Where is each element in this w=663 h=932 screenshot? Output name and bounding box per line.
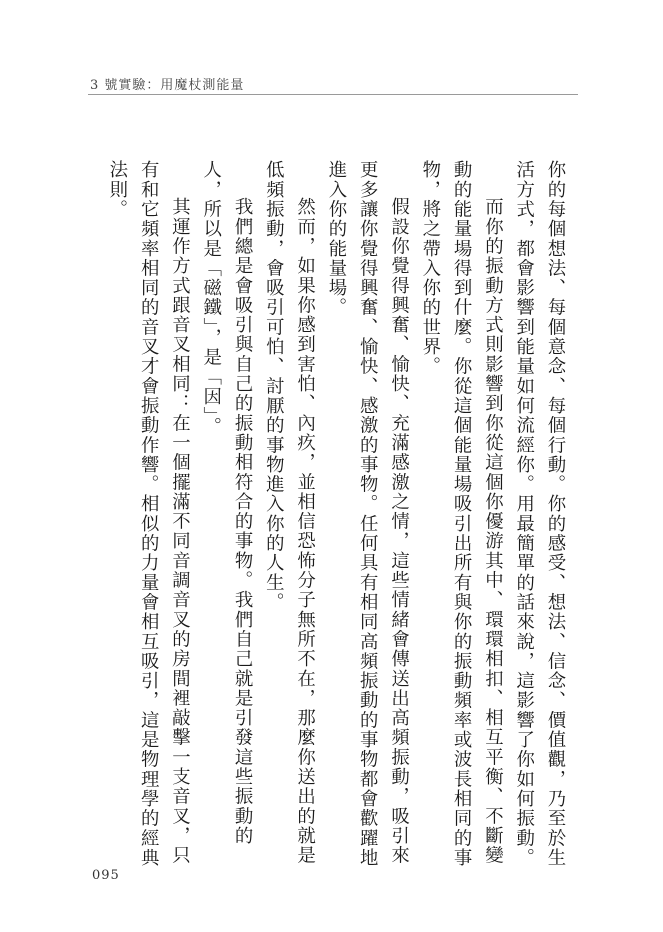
paragraph-4: 然而，如果你感到害怕、內疚，並相信恐怖分子無所不在，那麼你送出的就是低頻振動，會吸引可怕、討厭的事物進入你的人生。 [263,160,316,865]
header-rule [88,94,578,95]
running-head: 3 號實驗：用魔杖測能量 [90,78,245,93]
page-number: 095 [92,868,120,883]
paragraph-3: 假設你覺得興奮、愉快、充滿感激之情，這些情緒會傳送出高頻振動，吸引來更多讓你覺得興奮、愉快、感激的事物。任何具有相同高頻振動的事物都會歡躍地進入你的能量場。 [325,160,410,868]
paragraph-5: 我們總是會吸引與自己的振動相符合的事物。我們自己就是引發這些振動的人，所以是「磁鐵」，是「因」。 [200,160,254,846]
paragraph-2: 而你的振動方式則影響到你從這個你優游其中、環環相扣、相互平衡、不斷變動的能量場得到什麼。你從這個能量場吸引出所有與你的振動頻率或波長相同的事物，將之帶入你的世界。 [419,160,504,868]
paragraph-6: 其運作方式跟音叉相同：在一個擺滿不同音調音叉的房間裡敲擊一支音叉，只有和它頻率相同的音叉才會振動作響。相似的力量會相互吸引，這是物理學的經典法則。 [106,160,191,868]
body-text [102,160,571,880]
paragraph-1: 你的每個想法、每個意念、每個行動。你的感受、想法、信念、價值觀，乃至於生活方式，都會影響到能量如何流經你。用最簡單的話來說，這影響了你如何振動。 [513,160,566,868]
